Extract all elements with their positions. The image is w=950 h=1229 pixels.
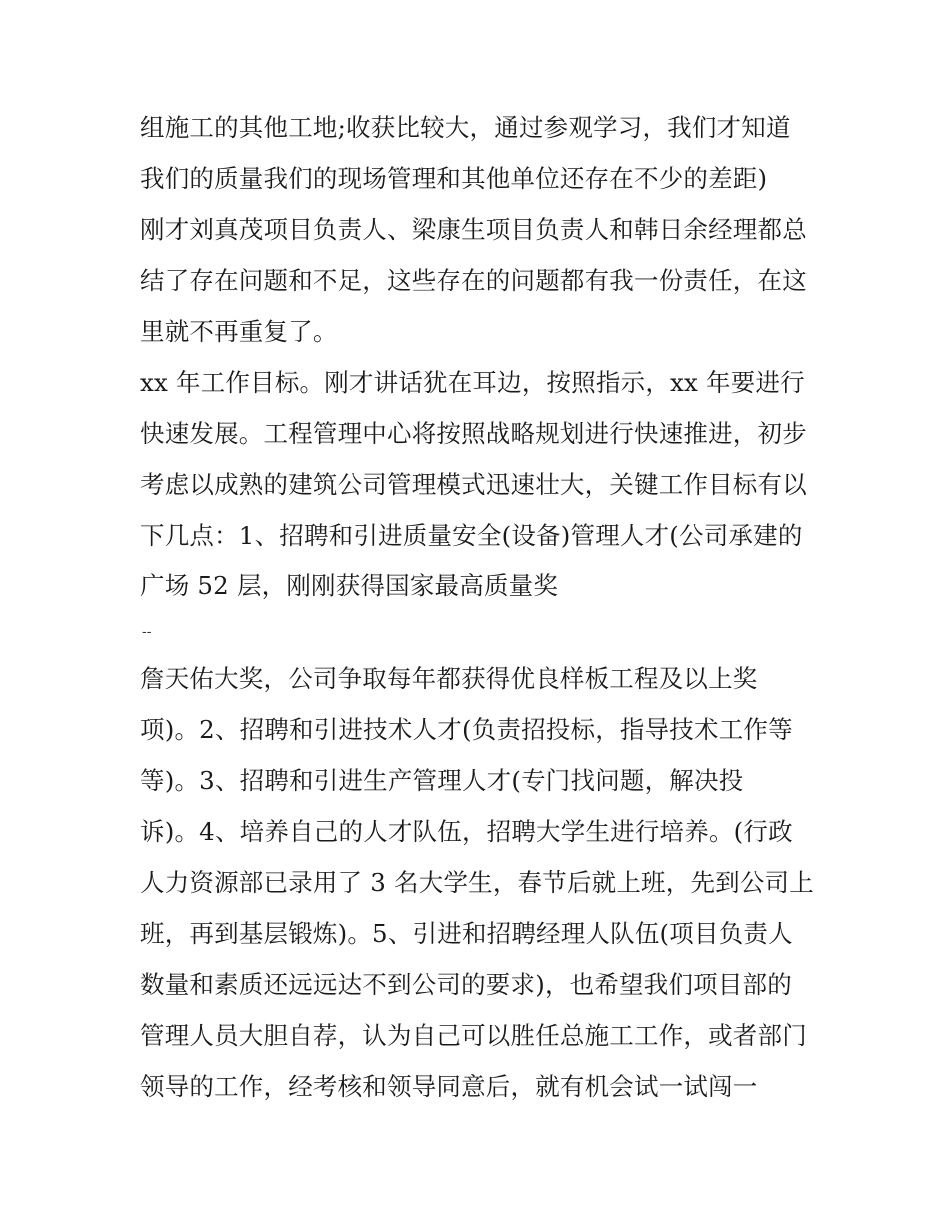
- text-line: 项)。2、招聘和引进技术人才(负责招投标，指导技术工作等: [140, 715, 793, 744]
- text-line: 快速发展。工程管理中心将按照战略规划进行快速推进，初步: [140, 419, 807, 448]
- text-line: 考虑以成熟的建筑公司管理模式迅速壮大，关键工作目标有以: [140, 470, 807, 499]
- text-line: 刚才刘真茂项目负责人、梁康生项目负责人和韩日余经理都总: [140, 215, 807, 244]
- text-line: 领导的工作，经考核和领导同意后，就有机会试一试闯一: [140, 1072, 758, 1101]
- text-line: 班，再到基层锻炼)。5、引进和招聘经理人队伍(项目负责人: [140, 919, 793, 948]
- text-line: 里就不再重复了。: [140, 317, 338, 346]
- text-line: 詹天佑大奖，公司争取每年都获得优良样板工程及以上奖: [140, 664, 758, 693]
- text-line: 结了存在问题和不足，这些存在的问题都有我一份责任，在这: [140, 266, 807, 295]
- text-line: 等)。3、招聘和引进生产管理人才(专门找问题，解决投: [140, 766, 744, 795]
- text-line: 管理人员大胆自荐，认为自己可以胜任总施工工作，或者部门: [140, 1021, 807, 1050]
- text-line: 人力资源部已录用了 3 名大学生，春节后就上班，先到公司上: [140, 868, 814, 897]
- page-separator: --: [142, 624, 152, 640]
- text-line: 广场 52 层，刚刚获得国家最高质量奖: [140, 571, 559, 600]
- text-line: 组施工的其他工地;收获比较大，通过参观学习，我们才知道: [140, 113, 791, 142]
- text-line: 我们的质量我们的现场管理和其他单位还存在不少的差距): [140, 164, 768, 193]
- text-line: xx 年工作目标。刚才讲话犹在耳边，按照指示，xx 年要进行: [140, 368, 805, 397]
- text-line: 下几点：1、招聘和引进质量安全(设备)管理人才(公司承建的: [140, 521, 803, 550]
- text-line: 数量和素质还远远达不到公司的要求)，也希望我们项目部的: [140, 970, 792, 999]
- text-line: 诉)。4、培养自己的人才队伍，招聘大学生进行培养。(行政: [140, 817, 793, 846]
